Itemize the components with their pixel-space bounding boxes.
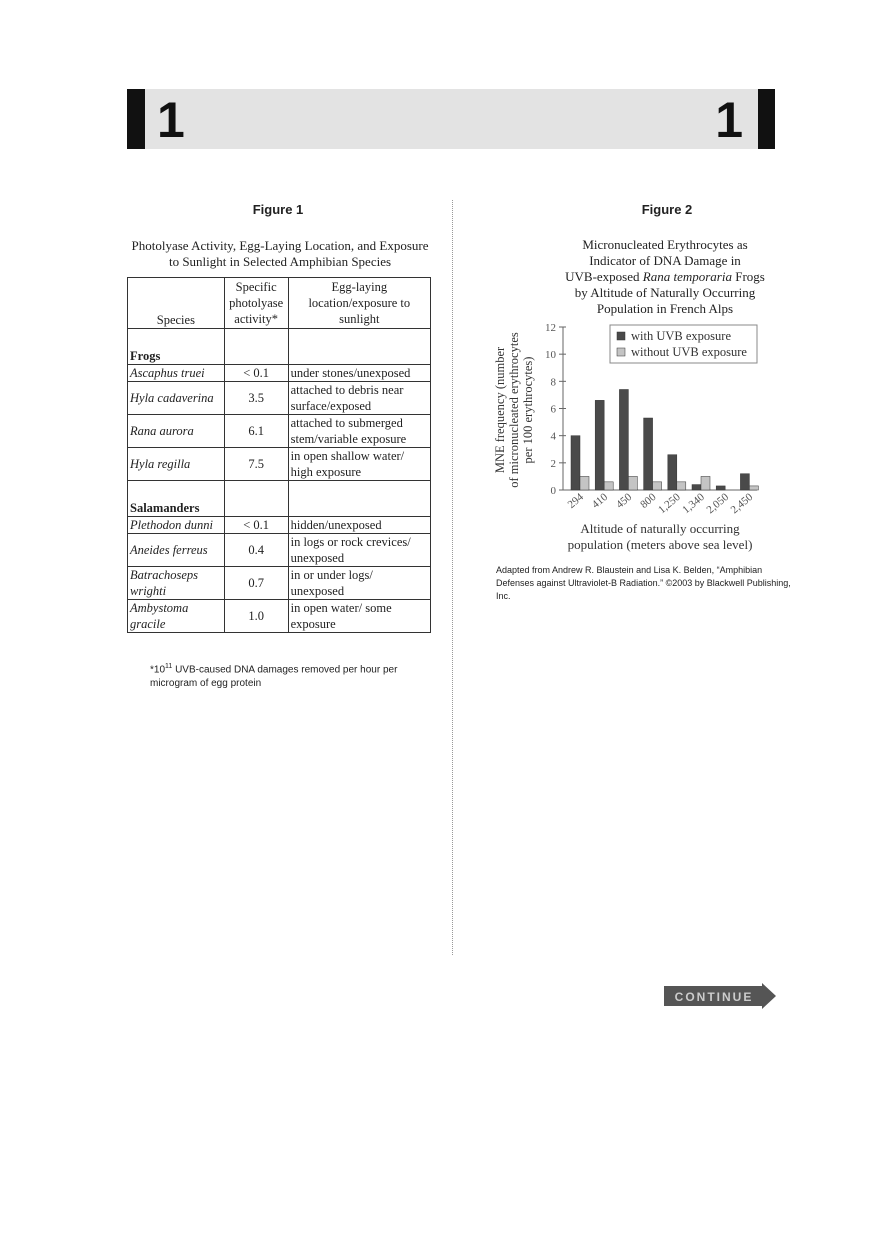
figure2-caption [530,237,800,317]
species-cell: Ambystoma gracile [128,600,225,633]
bar-with-uvb [668,455,677,490]
caption-line: Micronucleated Erythrocytes as [582,237,748,252]
section-number-right: 1 [715,92,743,148]
bar-with-uvb [692,485,701,490]
figure2-label: Figure 2 [641,202,693,217]
table-row [128,600,431,633]
location-cell: in open water/ some exposure [288,600,430,633]
column-header: Species [128,278,225,329]
continue-label: CONTINUE [674,990,754,1004]
column-header: Egg-laying location/exposure to sunlight [288,278,430,329]
caption-line: Indicator of DNA Damage in [589,253,741,268]
bar-without-uvb [653,482,662,490]
column-divider [452,200,453,955]
location-cell: attached to debris near surface/exposed [288,382,430,415]
bar-with-uvb [740,474,749,490]
bar-without-uvb [604,482,613,490]
species-cell: Ascaphus truei [128,365,225,382]
figure1-caption [120,238,440,270]
table-row [128,567,431,600]
activity-cell: 3.5 [224,382,288,415]
species-cell: Hyla cadaverina [128,382,225,415]
figure1-label: Figure 1 [252,202,304,217]
caption-line: Photolyase Activity, Egg-Laying Location, and Exposure [131,238,429,253]
table-row [128,415,431,448]
bar-without-uvb [580,476,589,490]
location-cell: under stones/unexposed [288,365,430,382]
x-tick-label: 450 [613,491,635,511]
location-cell: in logs or rock crevices/ unexposed [288,534,430,567]
bar-without-uvb [677,482,686,490]
group-row [128,329,431,365]
table-row [128,365,431,382]
continue-button[interactable] [664,983,776,1009]
x-tick-label: 294 [565,491,586,511]
activity-cell: 7.5 [224,448,288,481]
legend-label: without UVB exposure [631,345,747,359]
activity-cell: 0.4 [224,534,288,567]
y-axis-label: MNE frequency (number [493,346,507,474]
bar-with-uvb [716,486,725,490]
location-cell: in or under logs/ unexposed [288,567,430,600]
species-cell: Hyla regilla [128,448,225,481]
group-name: Frogs [128,329,225,365]
y-tick-label: 6 [550,403,556,416]
section-number-left: 1 [157,92,185,148]
y-tick-label: 4 [550,430,556,443]
x-axis-label: Altitude of naturally occurring [580,521,740,536]
bar-without-uvb [749,486,758,490]
species-cell: Batrachoseps wrighti [128,567,225,600]
section-header-bar [127,89,775,149]
location-cell: attached to submerged stem/variable exposure [288,415,430,448]
y-tick-label: 8 [550,376,556,389]
species-cell: Rana aurora [128,415,225,448]
table-header-row [128,278,431,329]
x-tick-label: 2,450 [728,491,756,517]
activity-cell: < 0.1 [224,517,288,534]
species-cell: Aneides ferreus [128,534,225,567]
activity-cell: 6.1 [224,415,288,448]
x-tick-label: 800 [638,491,659,511]
caption-line: to Sunlight in Selected Amphibian Species [168,254,392,269]
activity-cell: 0.7 [224,567,288,600]
group-row [128,481,431,517]
figure1-footnote: $*10^{11}$ UVB-caused DNA damages removed per hour per microgram of egg protein [150,663,398,690]
y-axis-label: of micronucleated erythrocytes [507,332,521,488]
x-tick-label: 1,250 [656,491,683,517]
location-cell: hidden/unexposed [288,517,430,534]
table-row [128,448,431,481]
caption-line: by Altitude of Naturally Occurring [574,285,756,300]
activity-cell: < 0.1 [224,365,288,382]
y-tick-label: 2 [550,457,556,470]
activity-cell: 1.0 [224,600,288,633]
species-cell: Plethodon dunni [128,517,225,534]
column-header: Specific photolyase activity* [224,278,288,329]
x-tick-label: 2,050 [704,491,732,517]
y-tick-label: 0 [550,485,556,497]
bar-with-uvb [571,436,580,490]
table-row [128,382,431,415]
table-row [128,534,431,567]
right-marker [758,89,775,149]
group-name: Salamanders [128,481,225,517]
y-tick-label: 12 [545,322,556,334]
bar-with-uvb [595,400,604,490]
x-axis-label: population (meters above sea level) [567,537,753,552]
legend-label: with UVB exposure [631,329,731,343]
x-tick-label: 1,340 [680,491,707,517]
y-tick-label: 10 [545,349,556,362]
legend-swatch [617,348,625,356]
bar-without-uvb [701,476,710,490]
table-row [128,517,431,534]
left-marker [127,89,145,149]
y-axis-label: per 100 erythrocytes) [521,356,535,464]
amphibian-table [127,277,431,633]
figure2-source: Adapted from Andrew R. Blaustein and Lisa K. Belden, “Amphibian Defenses against Ultraviolet-B Radiation.” ©2003 by Blackwell Publishing, Inc. [496,565,791,601]
bar-with-uvb [644,418,653,490]
caption-line: UVB-exposed Rana temporaria Frogs [565,269,765,284]
bar-without-uvb [628,476,637,490]
mne-bar-chart [480,315,780,555]
caption-line: Population in French Alps [596,301,734,316]
x-tick-label: 410 [589,491,611,511]
location-cell: in open shallow water/ high exposure [288,448,430,481]
bar-with-uvb [619,389,628,490]
legend-swatch [617,332,625,340]
